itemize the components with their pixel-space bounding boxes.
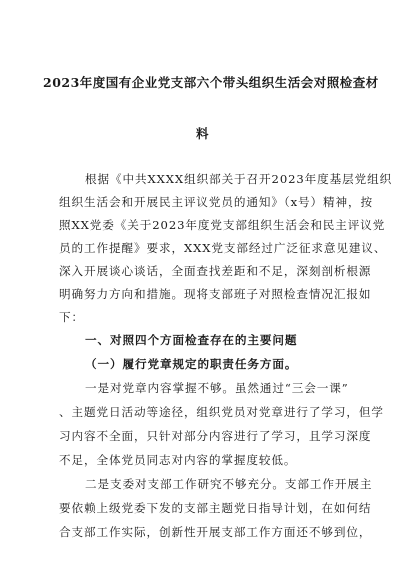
document-title-line-1: 2023年度国有企业党支部六个带头组织生活会对照检查材 [43,75,379,90]
intro-line: 根据《中共XXXX组织部关于召开2023年度基层党组织 [85,172,393,186]
body-line: 二是支委对支部工作研究不够充分。支部工作开展主 [85,477,373,491]
intro-line: 深入开展谈心谈话，全面查找差距和不足，深刻剖析根源 [59,264,372,278]
body-line: 、主题党日活动等途径，组织党员对党章进行了学习，但学 [59,405,384,419]
intro-line: 组织生活会和开展民主评议党员的通知》（x号）精神，按 [59,195,373,209]
body-line: 不足，全体党员同志对内容的掌握度较低。 [59,453,297,467]
body-line: 要依赖上级党委下发的支部主题党日指导计划，在如何结 [59,501,372,515]
intro-line: 明确努力方向和措施。现将支部班子对照检查情况汇报如 [59,287,372,301]
intro-line: 照XX党委《关于2023年度党支部组织生活会和民主评议党 [59,218,386,232]
body-line: 习内容不全面，只针对部分内容进行了学习，且学习深度 [59,429,372,443]
section-heading: 一、对照四个方面检查存在的主要问题 [85,333,298,347]
intro-line: 员的工作提醒》要求，XXX党支部经过广泛征求意见建议、 [59,241,387,255]
intro-line: 下： [59,310,84,324]
body-line: 合支部工作实际，创新性开展支部工作方面还不够到位， [59,525,372,539]
document-title-line-2: 料 [196,126,210,141]
body-line: 一是对党章内容掌握不够。虽然通过“三会一课” [85,381,349,395]
subsection-heading: （一）履行党章规定的职责任务方面。 [85,357,298,371]
